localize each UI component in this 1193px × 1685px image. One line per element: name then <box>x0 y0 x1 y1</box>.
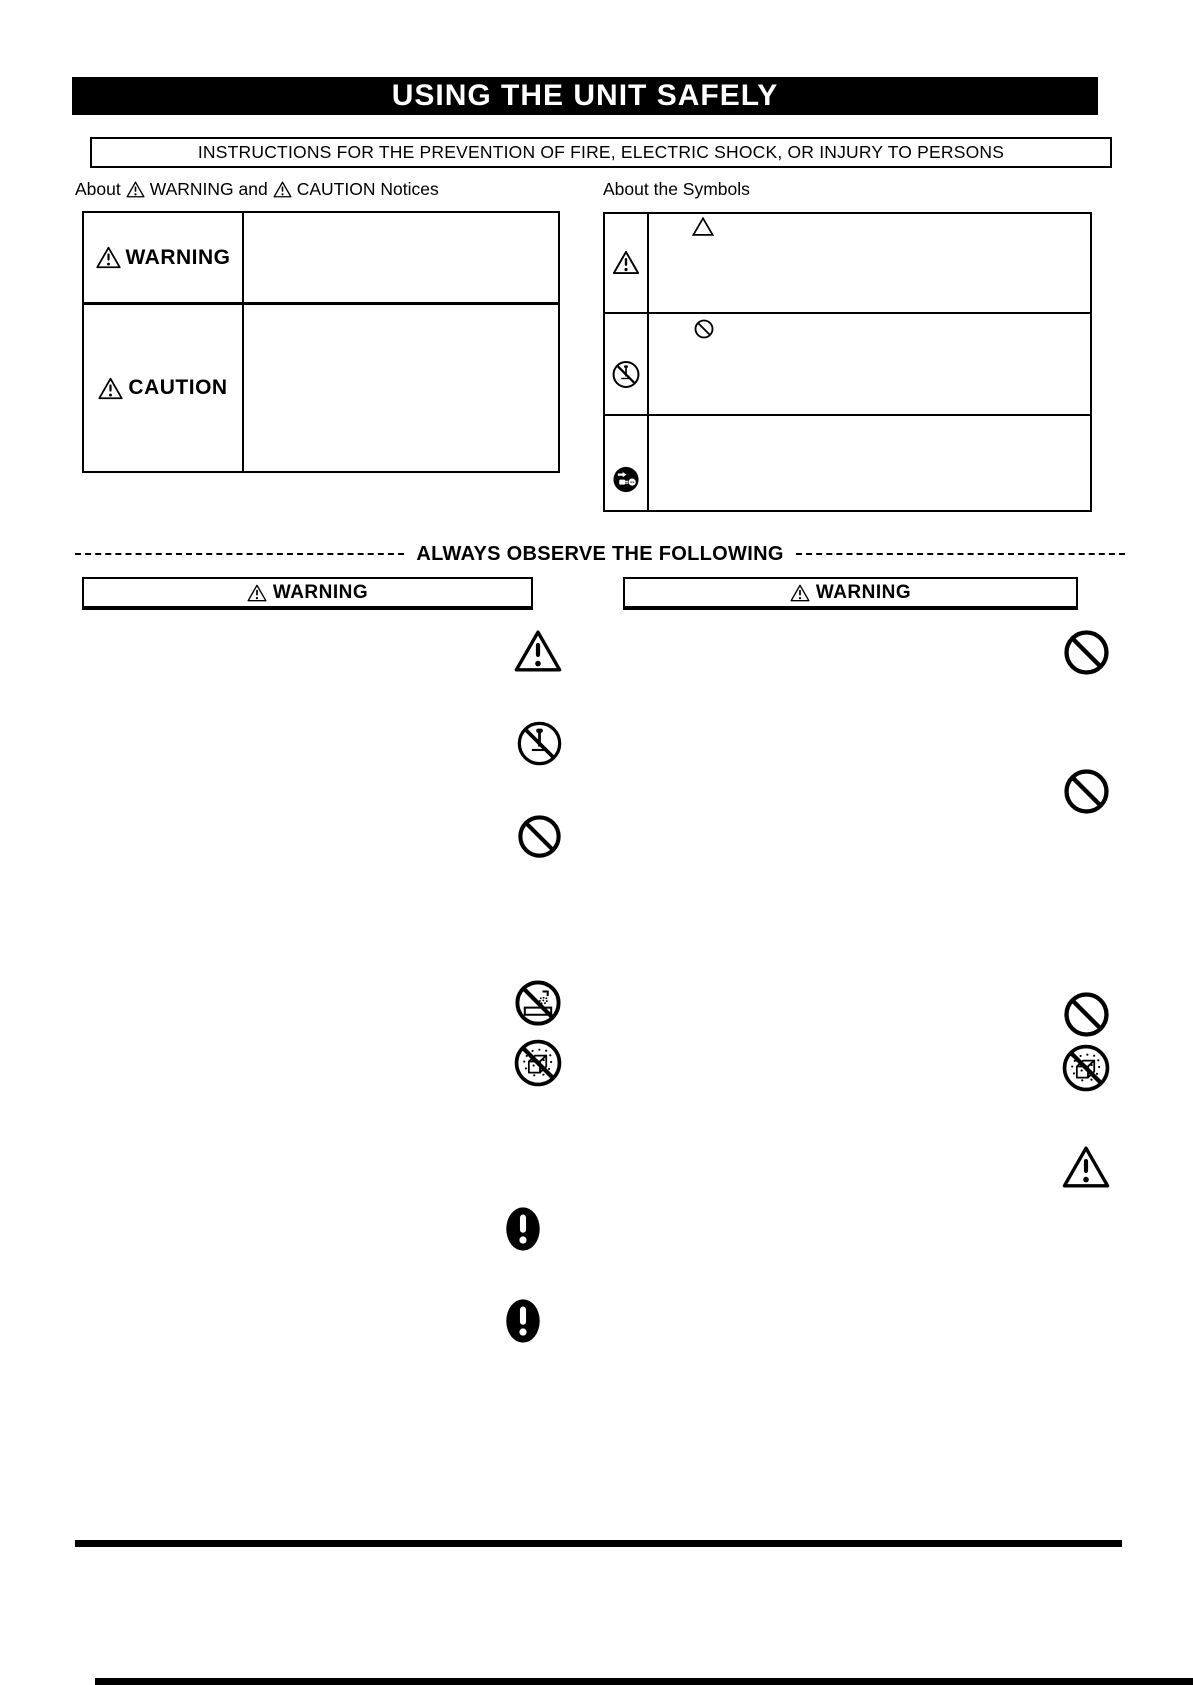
about-notices-text-1: About <box>75 179 121 199</box>
bottom-rule <box>75 1540 1122 1547</box>
symbols-row-alert <box>605 214 1090 314</box>
caution-heading-cell <box>84 305 244 471</box>
always-observe-text: ALWAYS OBSERVE THE FOLLOWING <box>416 542 784 565</box>
warning-triangle-icon <box>790 584 810 602</box>
no-water-icon <box>513 1038 563 1088</box>
about-symbols-label <box>603 179 750 200</box>
warning-heading-cell <box>84 213 244 302</box>
warning-header-left <box>82 577 533 610</box>
symbol-description-cell <box>649 416 1090 510</box>
warning-header-left-text: WARNING <box>272 581 369 603</box>
warning-triangle-icon <box>613 250 640 275</box>
notices-table <box>82 211 560 473</box>
instructions-text: INSTRUCTIONS FOR THE PREVENTION OF FIRE, ELECTRIC SHOCK, OR INJURY TO PERSONS <box>197 142 1005 162</box>
symbols-row-prohibited <box>605 314 1090 416</box>
warning-header-right <box>623 577 1078 610</box>
triangle-outline-icon <box>692 217 714 236</box>
no-disassemble-icon <box>516 720 563 767</box>
prohibition-icon <box>1063 768 1110 815</box>
page-title: USING THE UNIT SAFELY <box>391 79 779 112</box>
symbol-description-cell <box>649 314 1090 414</box>
prohibition-icon <box>1063 629 1110 676</box>
mandatory-icon <box>504 1205 542 1253</box>
warning-triangle-icon <box>514 629 562 673</box>
warning-triangle-icon <box>96 246 121 269</box>
title-bar <box>72 77 1098 115</box>
warning-triangle-icon <box>273 181 292 198</box>
caution-heading-text: CAUTION <box>128 376 228 399</box>
caution-body-cell <box>244 305 558 471</box>
notices-row-warning <box>84 213 558 305</box>
warning-triangle-icon <box>126 181 145 198</box>
symbol-cell <box>605 214 649 312</box>
symbol-description-cell <box>649 214 1090 312</box>
about-notices-text-2: WARNING and <box>149 179 268 199</box>
symbol-cell <box>605 314 649 414</box>
page-edge-rule <box>95 1678 1193 1685</box>
instructions-box <box>90 137 1112 168</box>
symbol-cell <box>605 416 649 510</box>
warning-triangle-icon <box>1062 1145 1110 1189</box>
divider-dashes-left <box>75 553 404 555</box>
about-notices-text-3: CAUTION Notices <box>296 179 439 199</box>
notices-row-caution <box>84 305 558 471</box>
prohibition-icon <box>517 814 562 859</box>
no-wet-location-icon <box>514 979 562 1027</box>
about-symbols-text: About the Symbols <box>603 179 750 199</box>
prohibition-icon <box>1063 991 1110 1038</box>
about-notices-label <box>75 179 439 200</box>
no-disassemble-icon <box>612 360 641 389</box>
mandatory-icon <box>504 1297 542 1345</box>
symbols-table <box>603 212 1092 512</box>
warning-triangle-icon <box>247 584 267 602</box>
prohibition-icon <box>694 319 714 339</box>
symbols-row-mandatory <box>605 416 1090 510</box>
warning-heading-text: WARNING <box>125 245 231 269</box>
divider-dashes-right <box>796 553 1125 555</box>
always-observe-divider <box>75 541 1125 567</box>
no-water-icon <box>1061 1043 1111 1093</box>
warning-header-right-text: WARNING <box>815 581 912 603</box>
unplug-icon <box>612 465 641 494</box>
warning-body-cell <box>244 213 558 302</box>
warning-triangle-icon <box>98 377 123 400</box>
